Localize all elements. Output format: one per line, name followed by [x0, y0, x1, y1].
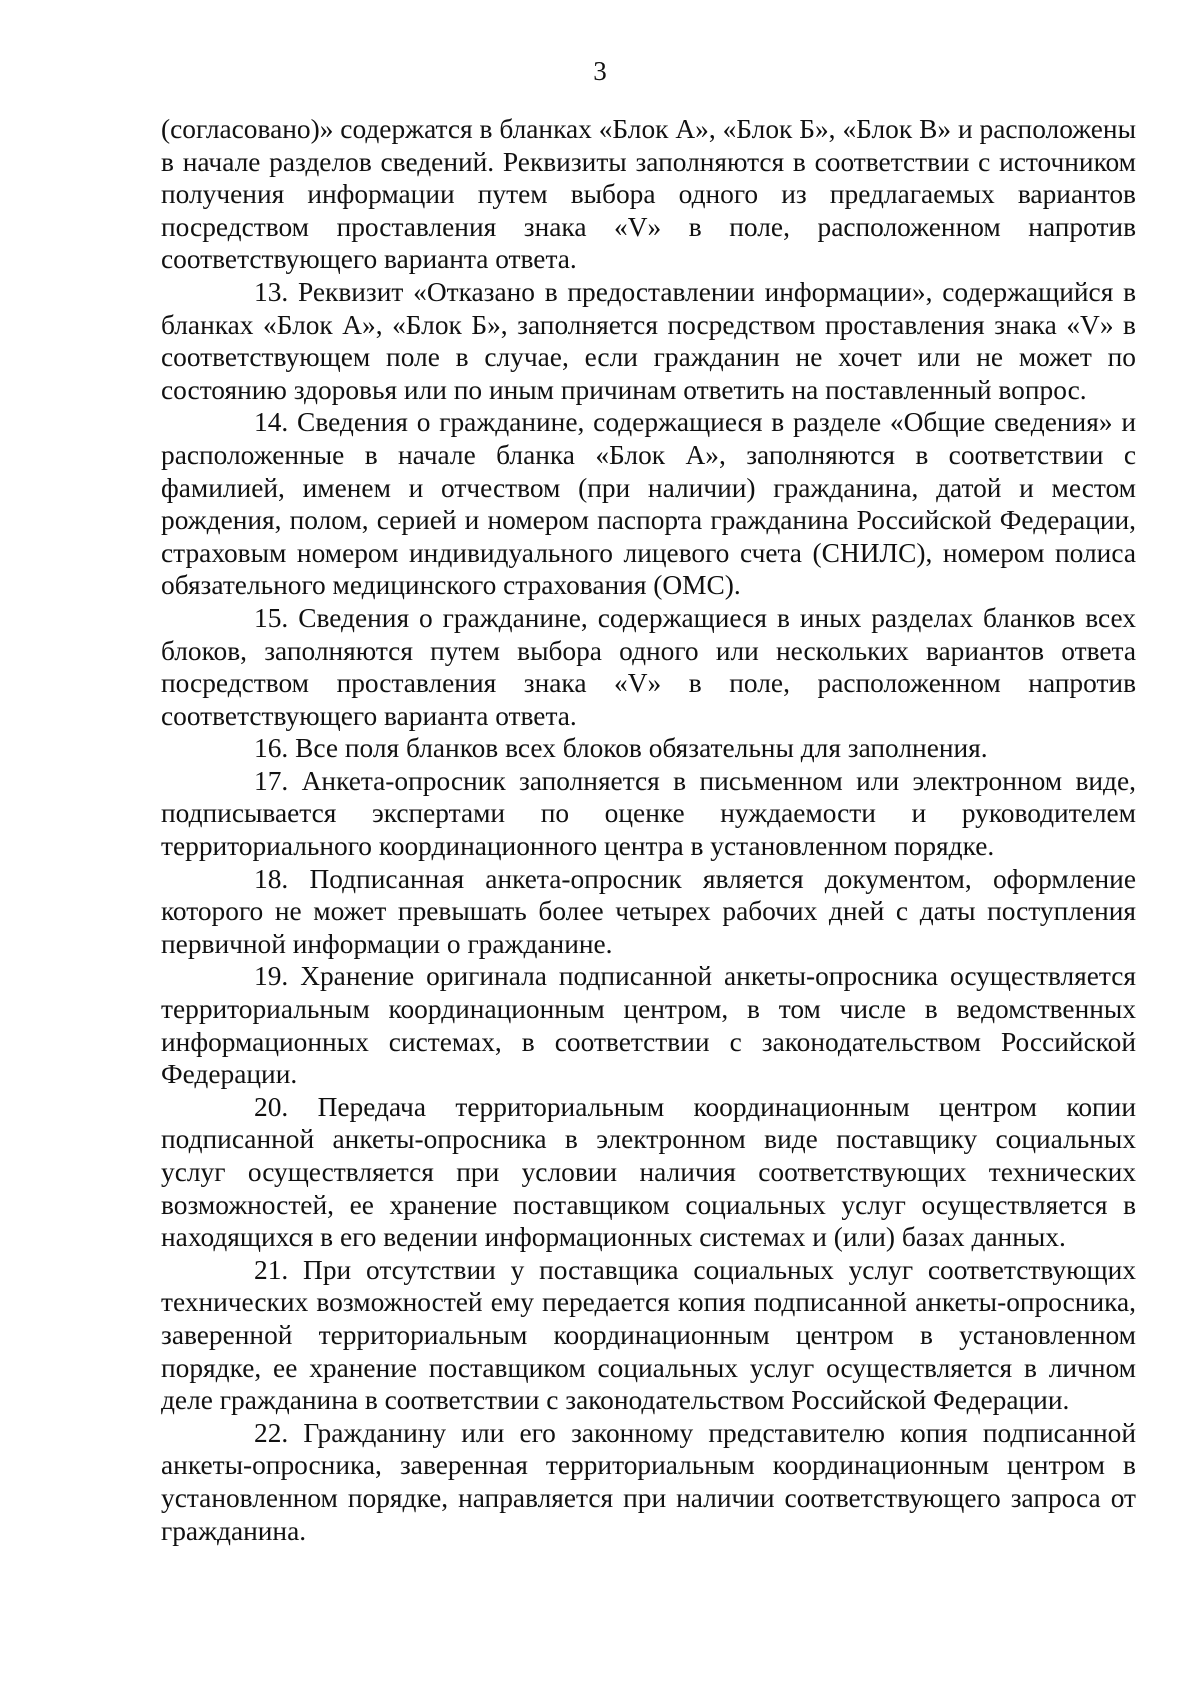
paragraph-16: 16. Все поля бланков всех блоков обязательны для заполнения. — [254, 733, 988, 764]
paragraph-17: 17. Анкета-опросник заполняется в письменном или электронном виде, подписывается экспертами по оценке нуждаемости и руководителем территориального координационного центра в установленном порядке. — [161, 765, 1136, 862]
paragraph-22: 22. Гражданину или его законному представителю копия подписанной анкеты-опросника, заверенная территориальным координационным центром в установленном порядке, направляется при наличии соответствующего запроса от гражданина. — [161, 1417, 1136, 1546]
paragraph-14: 14. Сведения о гражданине, содержащиеся в разделе «Общие сведения» и расположенные в начале бланка «Блок А», заполняются в соответствии с фамилией, именем и отчеством (при наличии) гражданина, датой и местом рождения, полом, серией и номером паспорта гражданина Российской Федерации, страховым номером индивидуального лицевого счета (СНИЛС), номером полиса обязательного медицинского страхования (ОМС). — [161, 407, 1136, 601]
paragraph-19: 19. Хранение оригинала подписанной анкеты-опросника осуществляется территориальным координационным центром, в том числе в ведомственных информационных системах, в соответствии с законодательством Российской Федерации. — [161, 961, 1136, 1090]
paragraph-15: 15. Сведения о гражданине, содержащиеся в иных разделах бланков всех блоков, заполняются путем выбора одного или нескольких вариантов ответа посредством проставления знака «V» в поле, расположенном напротив соответствующего варианта ответа. — [161, 602, 1136, 731]
paragraph-13: 13. Реквизит «Отказано в предоставлении информации», содержащийся в бланках «Блок А», «Блок Б», заполняется посредством проставления знака «V» в соответствующем поле в случае, если гражданин не хочет или не может по состоянию здоровья или по иным причинам ответить на поставленный вопрос. — [161, 276, 1136, 405]
paragraph-21: 21. При отсутствии у поставщика социальных услуг соответствующих технических возможностей ему передается копия подписанной анкеты-опросника, заверенной территориальным координационным центром в установленном порядке, ее хранение поставщиком социальных услуг осуществляется в личном деле гражданина в соответствии с законодательством Российской Федерации. — [161, 1254, 1136, 1416]
paragraph-20: 20. Передача территориальным координационным центром копии подписанной анкеты-опросника в электронном виде поставщику социальных услуг осуществляется при условии наличия соответствующих технических возможностей, ее хранение поставщиком социальных услуг осуществляется в находящихся в его ведении информационных системах и (или) базах данных. — [161, 1091, 1136, 1253]
page-number: 3 — [593, 56, 607, 86]
document-body — [161, 113, 1136, 1547]
paragraph-18: 18. Подписанная анкета-опросник является документом, оформление которого не может превышать более четырех рабочих дней с даты поступления первичной информации о гражданине. — [161, 863, 1136, 959]
paragraph-continuation: (согласовано)» содержатся в бланках «Блок А», «Блок Б», «Блок В» и расположены в начале разделов сведений. Реквизиты заполняются в соответствии с источником получения информации путем выбора одного из предлагаемых вариантов посредством проставления знака «V» в поле, расположенном напротив соответствующего варианта ответа. — [161, 114, 1136, 275]
